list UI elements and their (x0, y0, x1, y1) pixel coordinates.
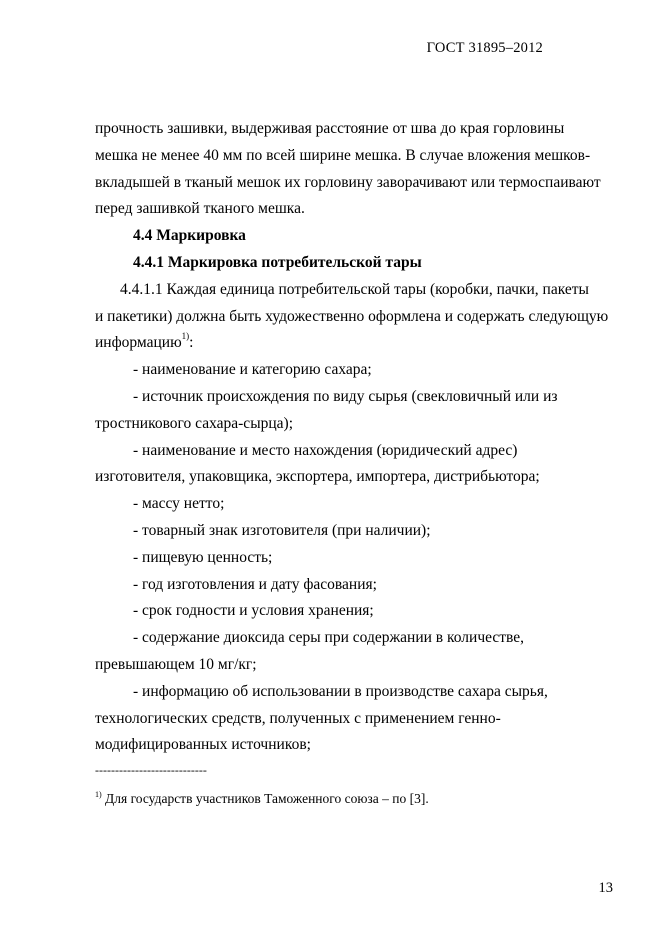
text-line: превышающем 10 мг/кг; (95, 655, 257, 673)
text-fragment: информацию (95, 334, 182, 352)
footnote-text: Для государств участников Таможенного союза – по [3]. (101, 791, 429, 806)
text-line: прочность зашивки, выдерживая расстояние от шва до края горловины (95, 120, 565, 137)
text-fragment: : (189, 334, 194, 352)
text-line: перед зашивкой тканого мешка. (95, 200, 305, 218)
list-item: - товарный знак изготовителя (при наличии); (133, 521, 431, 539)
footnote-reference: 1) (181, 331, 190, 342)
text-line: тростникового сахара-сырца); (95, 414, 293, 432)
text-line: технологических средств, полученных с применением генно- (95, 709, 501, 727)
footnote (95, 791, 429, 807)
text-line: изготовителя, упаковщика, экспортера, импортера, дистрибьютора; (95, 468, 540, 486)
text-line: мешка не менее 40 мм по всей ширине мешка. В случае вложения мешков- (95, 146, 591, 164)
text-line: и пакетики) должна быть художественно оформлена и содержать следующую (95, 307, 609, 325)
footnote-marker: 1) (95, 789, 102, 799)
footnote-separator: ---------------------------- (95, 763, 207, 777)
text-line: 4.4.1.1 Каждая единица потребительской тары (коробки, пачки, пакеты (120, 280, 589, 298)
text-line: модифицированных источников; (95, 736, 311, 754)
page-number: 13 (598, 880, 613, 896)
standard-header: ГОСТ 31895–2012 (426, 40, 543, 56)
list-item: - наименование и место нахождения (юридический адрес) (133, 441, 518, 459)
text-line (95, 330, 615, 357)
list-item: - год изготовления и дату фасования; (133, 575, 377, 593)
list-item: - содержание диоксида серы при содержании в количестве, (133, 629, 525, 647)
document-body (95, 116, 615, 759)
text-line: вкладышей в тканый мешок их горловину заворачивают или термоспаивают (95, 173, 601, 191)
list-item: - информацию об использовании в производстве сахара сырья, (133, 682, 548, 700)
section-heading: 4.4 Маркировка (133, 227, 246, 245)
list-item: - источник происхождения по виду сырья (свекловичный или из (133, 387, 558, 405)
list-item: - массу нетто; (133, 495, 225, 513)
list-item: - наименование и категорию сахара; (133, 361, 372, 379)
subsection-heading: 4.4.1 Маркировка потребительской тары (133, 253, 422, 271)
list-item: - срок годности и условия хранения; (133, 602, 374, 620)
list-item: - пищевую ценность; (133, 548, 273, 566)
